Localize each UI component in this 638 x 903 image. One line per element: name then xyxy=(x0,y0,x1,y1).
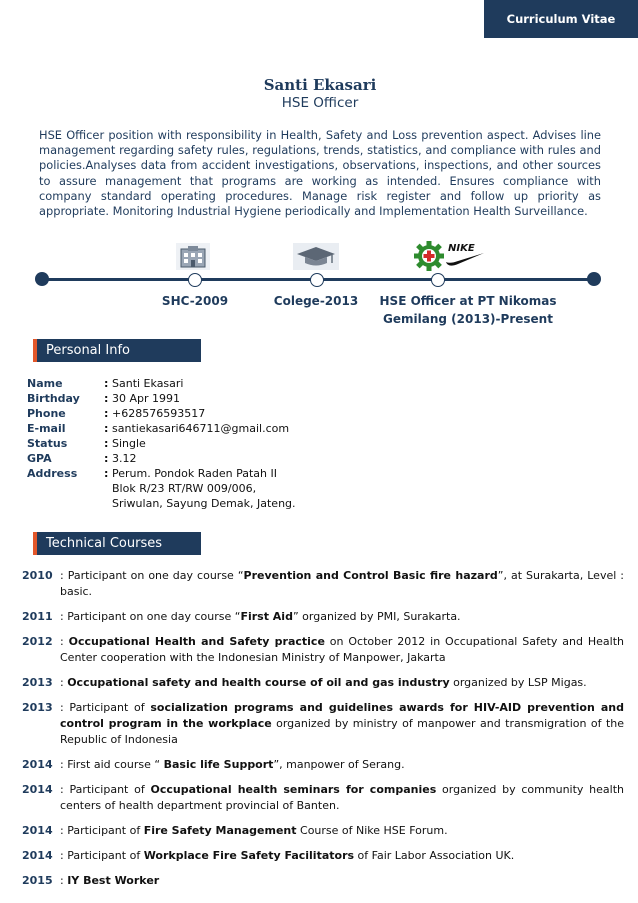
course-year: 2013 xyxy=(22,676,53,689)
course-description xyxy=(60,609,624,625)
course-title: Occupational health seminars for companies xyxy=(150,783,437,796)
person-name: Santi Ekasari xyxy=(263,76,377,94)
nike-logo-text: NIKE xyxy=(448,243,475,254)
timeline-label-hse-line2: Gemilang (2013)-Present xyxy=(383,312,553,326)
info-row-birthday xyxy=(27,391,372,406)
course-title: Occupational Health and Safety practice xyxy=(68,635,325,648)
course-text: : Participant of xyxy=(60,783,151,796)
course-text: : Participant of xyxy=(60,849,144,862)
info-value: Single xyxy=(112,437,146,450)
building-icon xyxy=(176,243,210,270)
course-item xyxy=(22,823,624,839)
course-title: Occupational safety and health course of oil and gas industry xyxy=(67,676,450,689)
info-address-line2: Blok R/23 RT/RW 009/006, xyxy=(112,482,257,495)
course-text: : xyxy=(60,676,68,689)
timeline-label-hse xyxy=(370,292,566,328)
course-year: 2014 xyxy=(22,849,53,862)
info-row-name xyxy=(27,376,372,391)
course-description xyxy=(60,675,624,691)
info-colon: : xyxy=(104,437,109,450)
course-item xyxy=(22,848,624,864)
info-key: Phone xyxy=(27,407,66,420)
info-address-line3: Sriwulan, Sayung Demak, Jateng. xyxy=(112,497,296,510)
info-colon: : xyxy=(104,467,109,480)
course-item xyxy=(22,675,624,691)
course-title: First Aid xyxy=(240,610,293,623)
info-key: E-mail xyxy=(27,422,66,435)
info-key: Name xyxy=(27,377,63,390)
info-value: Santi Ekasari xyxy=(112,377,184,390)
course-description xyxy=(60,848,624,864)
course-text: Course of Nike HSE Forum. xyxy=(296,824,448,837)
info-value: santiekasari646711@gmail.com xyxy=(112,422,290,435)
course-description xyxy=(60,823,624,839)
section-accent-bar xyxy=(33,339,37,362)
course-title: socialization programs and guidelines awards for HIV-AID prevention and control program in the workplace xyxy=(60,701,624,730)
course-text: : First aid course “ xyxy=(60,758,164,771)
profile-summary: HSE Officer position with responsibility in Health, Safety and Loss prevention aspect. Advises line management regarding safety rules, regulations, trends, statistics, and compliance with rules and policies.Analyses data from accident investigations, observations, inspections, and other sources to assure management that programs are working as intended. Ensures compliance with company standard operating procedures. Manage risk register and follow up priority as appropriate. Monitoring Industrial Hygiene periodically and Implementation Health Surveillance. xyxy=(39,128,601,219)
course-title: Basic life Support xyxy=(163,758,274,771)
course-description xyxy=(60,568,624,600)
personal-info-header xyxy=(33,339,201,362)
course-item xyxy=(22,568,624,600)
course-year: 2012 xyxy=(22,635,53,648)
info-value: 30 Apr 1991 xyxy=(112,392,181,405)
timeline-start-dot xyxy=(35,272,49,286)
course-text: : Participant of xyxy=(60,824,144,837)
course-title: Workplace Fire Safety Facilitators xyxy=(143,849,355,862)
info-value: +628576593517 xyxy=(112,407,206,420)
course-text: : Participant on one day course “ xyxy=(60,569,244,582)
technical-courses-title: Technical Courses xyxy=(46,536,162,551)
course-description xyxy=(60,634,624,666)
course-text: organized by community health centers of health department provincial of Banten. xyxy=(60,783,624,812)
course-description xyxy=(60,873,624,889)
course-year: 2015 xyxy=(22,874,53,887)
course-text: ”, at Surakarta, Level : basic. xyxy=(60,569,624,598)
course-text: ” organized by PMI, Surakarta. xyxy=(292,610,461,623)
course-description xyxy=(60,700,624,748)
course-item xyxy=(22,873,624,889)
section-accent-bar xyxy=(33,532,37,555)
cv-badge: Curriculum Vitae xyxy=(484,0,638,38)
info-row-gpa xyxy=(27,451,372,466)
course-text: : xyxy=(60,874,68,887)
course-text: organized by ministry of manpower and transmigration of the Republic of Indonesia xyxy=(60,717,625,746)
info-key: Status xyxy=(27,437,68,450)
course-title: Prevention and Control Basic fire hazard xyxy=(243,569,498,582)
course-text: : Participant on one day course “ xyxy=(60,610,241,623)
timeline-dot-college xyxy=(310,273,324,287)
course-year: 2014 xyxy=(22,758,53,771)
info-row-status xyxy=(27,436,372,451)
course-item xyxy=(22,609,624,625)
person-role: HSE Officer xyxy=(281,95,359,111)
info-key: Birthday xyxy=(27,392,80,405)
timeline-dot-shc xyxy=(188,273,202,287)
course-description xyxy=(60,757,624,773)
personal-info-title: Personal Info xyxy=(46,343,130,358)
course-year: 2013 xyxy=(22,701,53,714)
course-title: Fire Safety Management xyxy=(143,824,297,837)
courses-list xyxy=(22,568,624,898)
course-text: organized by LSP Migas. xyxy=(449,676,587,689)
info-value: Perum. Pondok Raden Patah II xyxy=(112,467,277,480)
info-row-address-cont xyxy=(27,481,372,496)
info-colon: : xyxy=(104,452,109,465)
info-key: GPA xyxy=(27,452,52,465)
info-colon: : xyxy=(104,392,109,405)
course-text: ”, manpower of Serang. xyxy=(273,758,405,771)
nike-logo-icon xyxy=(444,240,486,270)
timeline-end-dot xyxy=(587,272,601,286)
course-title: IY Best Worker xyxy=(67,874,160,887)
course-item xyxy=(22,634,624,666)
course-text: : xyxy=(60,635,69,648)
course-description xyxy=(60,782,624,814)
course-text: of Fair Labor Association UK. xyxy=(354,849,515,862)
info-value: 3.12 xyxy=(112,452,137,465)
info-row-address-cont xyxy=(27,496,372,511)
course-item xyxy=(22,782,624,814)
course-item xyxy=(22,757,624,773)
timeline-dot-hse xyxy=(431,273,445,287)
info-row-address xyxy=(27,466,372,481)
personal-info-table xyxy=(27,376,372,511)
timeline-label-shc: SHC-2009 xyxy=(161,294,229,308)
info-row-email xyxy=(27,421,372,436)
course-text: : Participant of xyxy=(60,701,151,714)
timeline-label-college: Colege-2013 xyxy=(273,294,359,308)
course-year: 2014 xyxy=(22,824,53,837)
info-colon: : xyxy=(104,407,109,420)
info-row-phone xyxy=(27,406,372,421)
course-year: 2010 xyxy=(22,569,53,582)
info-colon: : xyxy=(104,377,109,390)
timeline-label-hse-line1: HSE Officer at PT Nikomas xyxy=(379,294,557,308)
course-year: 2014 xyxy=(22,783,53,796)
info-colon: : xyxy=(104,422,109,435)
gear-cross-icon xyxy=(413,240,445,272)
course-text: on October 2012 in Occupational Safety and Health Center cooperation with the Indonesian Ministry of Manpower, Jakarta xyxy=(60,635,624,664)
graduation-cap-icon xyxy=(293,243,339,270)
course-year: 2011 xyxy=(22,610,53,623)
technical-courses-header xyxy=(33,532,201,555)
info-key: Address xyxy=(27,467,78,480)
course-item xyxy=(22,700,624,748)
